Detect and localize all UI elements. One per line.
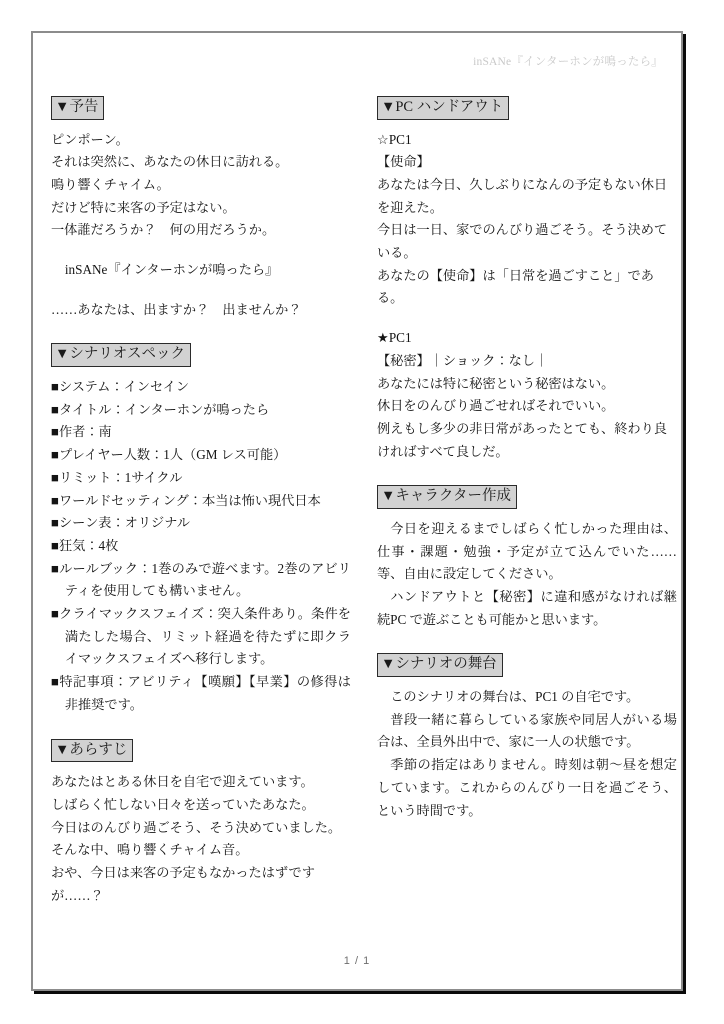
stage-paragraph: このシナリオの舞台は、PC1 の自宅です。	[390, 689, 640, 704]
yokoku-line: 鳴り響くチャイム。	[51, 176, 170, 192]
section-heading-scenario-spec: ▼シナリオスペック	[51, 343, 191, 367]
arasuji-line: あなたはとある休日を自宅で迎えています。	[51, 774, 314, 790]
spec-item: ■ワールドセッティング：本当は怖い現代日本	[51, 492, 321, 508]
yokoku-scenario-title: inSANe『インターホンが鳴ったら』	[64, 262, 279, 278]
section-scenario-spec	[51, 343, 351, 716]
handout-secret-line: 例えもし多少の非日常があったとても、終わり良ければすべて良しだ。	[377, 420, 667, 459]
section-scenario-stage	[377, 653, 677, 822]
spec-item: ■作者：南	[51, 424, 112, 440]
section-heading-scenario-stage: ▼シナリオの舞台	[377, 653, 503, 677]
section-heading-character-creation: ▼キャラクター作成	[377, 485, 517, 509]
spec-item: ■シーン表：オリジナル	[51, 515, 190, 531]
section-arasuji	[51, 739, 351, 908]
yokoku-line: それは突然に、あなたの休日に訪れる。	[51, 154, 289, 170]
handout-secret-label: 【秘密】｜ショック：なし｜	[377, 352, 549, 368]
stage-paragraph: 季節の指定はありません。時刻は朝～昼を想定しています。これからのんびり一日を過ごそう、という時間です。	[377, 757, 677, 818]
left-column	[51, 96, 351, 929]
handout-secret-line: 休日をのんびり過ごせればそれでいい。	[377, 398, 615, 414]
section-pc-handout	[377, 96, 677, 463]
handout-mission-label: 【使命】	[377, 154, 430, 170]
section-heading-yokoku: ▼予告	[51, 96, 104, 120]
spacer	[51, 282, 351, 299]
handout-secret-line: あなたには特に秘密という秘密はない。	[377, 375, 615, 391]
spec-item: ■ルールブック：1巻のみで遊べます。2巻のアビリティを使用しても構いません。	[51, 560, 351, 599]
spacer	[377, 310, 677, 327]
arasuji-line: おや、今日は来客の予定もなかったはずですが……？	[51, 864, 315, 903]
yokoku-closing-line: ……あなたは、出ますか？ 出ませんか？	[51, 301, 302, 317]
spec-item: ■タイトル：インターホンが鳴ったら	[51, 401, 270, 417]
page-number-indicator: 1 / 1	[343, 955, 371, 967]
arasuji-line: しばらく忙しない日々を送っていたあなた。	[51, 796, 315, 812]
section-heading-arasuji: ▼あらすじ	[51, 739, 133, 763]
yokoku-line: だけど特に来客の予定はない。	[51, 199, 236, 215]
document-page	[31, 31, 683, 991]
handout-pc-open-label: ☆PC1	[377, 131, 412, 147]
section-yokoku	[51, 96, 351, 321]
handout-mission-line: 今日は一日、家でのんびり過ごそう。そう決めている。	[377, 222, 668, 261]
arasuji-line: そんな中、鳴り響くチャイム音。	[51, 842, 249, 858]
yokoku-line: ピンポーン。	[51, 131, 129, 147]
yokoku-line: 一体誰だろうか？ 何の用だろうか。	[51, 222, 276, 238]
arasuji-line: 今日はのんびり過ごそう、そう決めていました。	[51, 819, 342, 835]
spec-item: ■システム：インセイン	[51, 379, 190, 395]
right-column	[377, 96, 677, 929]
running-header-title: inSANe『インターホンが鳴ったら』	[473, 56, 663, 68]
spec-item: ■プレイヤー人数：1人（GM レス可能）	[51, 447, 287, 463]
handout-pc-secret-label: ★PC1	[377, 330, 412, 346]
spacer	[51, 242, 351, 259]
stage-paragraph: 普段一緒に暮らしている家族や同居人がいる場合は、全員外出中で、家に一人の状態です。	[377, 711, 677, 750]
character-creation-paragraph: 今日を迎えるまでしばらく忙しかった理由は、仕事・課題・勉強・予定が立て込んでいた……等、自由に設定してください。	[377, 520, 677, 582]
section-heading-pc-handout: ▼PC ハンドアウト	[377, 96, 509, 120]
spec-item: ■クライマックスフェイズ：突入条件あり。条件を満たした場合、リミット経過を待たずに即クライマックスフェイズへ移行します。	[51, 606, 351, 667]
handout-mission-line: あなたは今日、久しぶりになんの予定もない休日を迎えた。	[377, 176, 668, 215]
handout-mission-line: あなたの【使命】は「日常を過ごすこと」である。	[377, 267, 654, 306]
character-creation-paragraph: ハンドアウトと【秘密】に違和感がなければ継続PC で遊ぶことも可能かと思います。	[377, 589, 677, 627]
spec-item: ■特記事項：アビリティ【嘆願】【早業】の修得は非推奨です。	[51, 674, 351, 712]
spec-item: ■リミット：1サイクル	[51, 469, 183, 485]
two-column-body	[51, 96, 677, 929]
spec-item: ■狂気：4枚	[51, 537, 119, 553]
section-character-creation	[377, 485, 677, 631]
